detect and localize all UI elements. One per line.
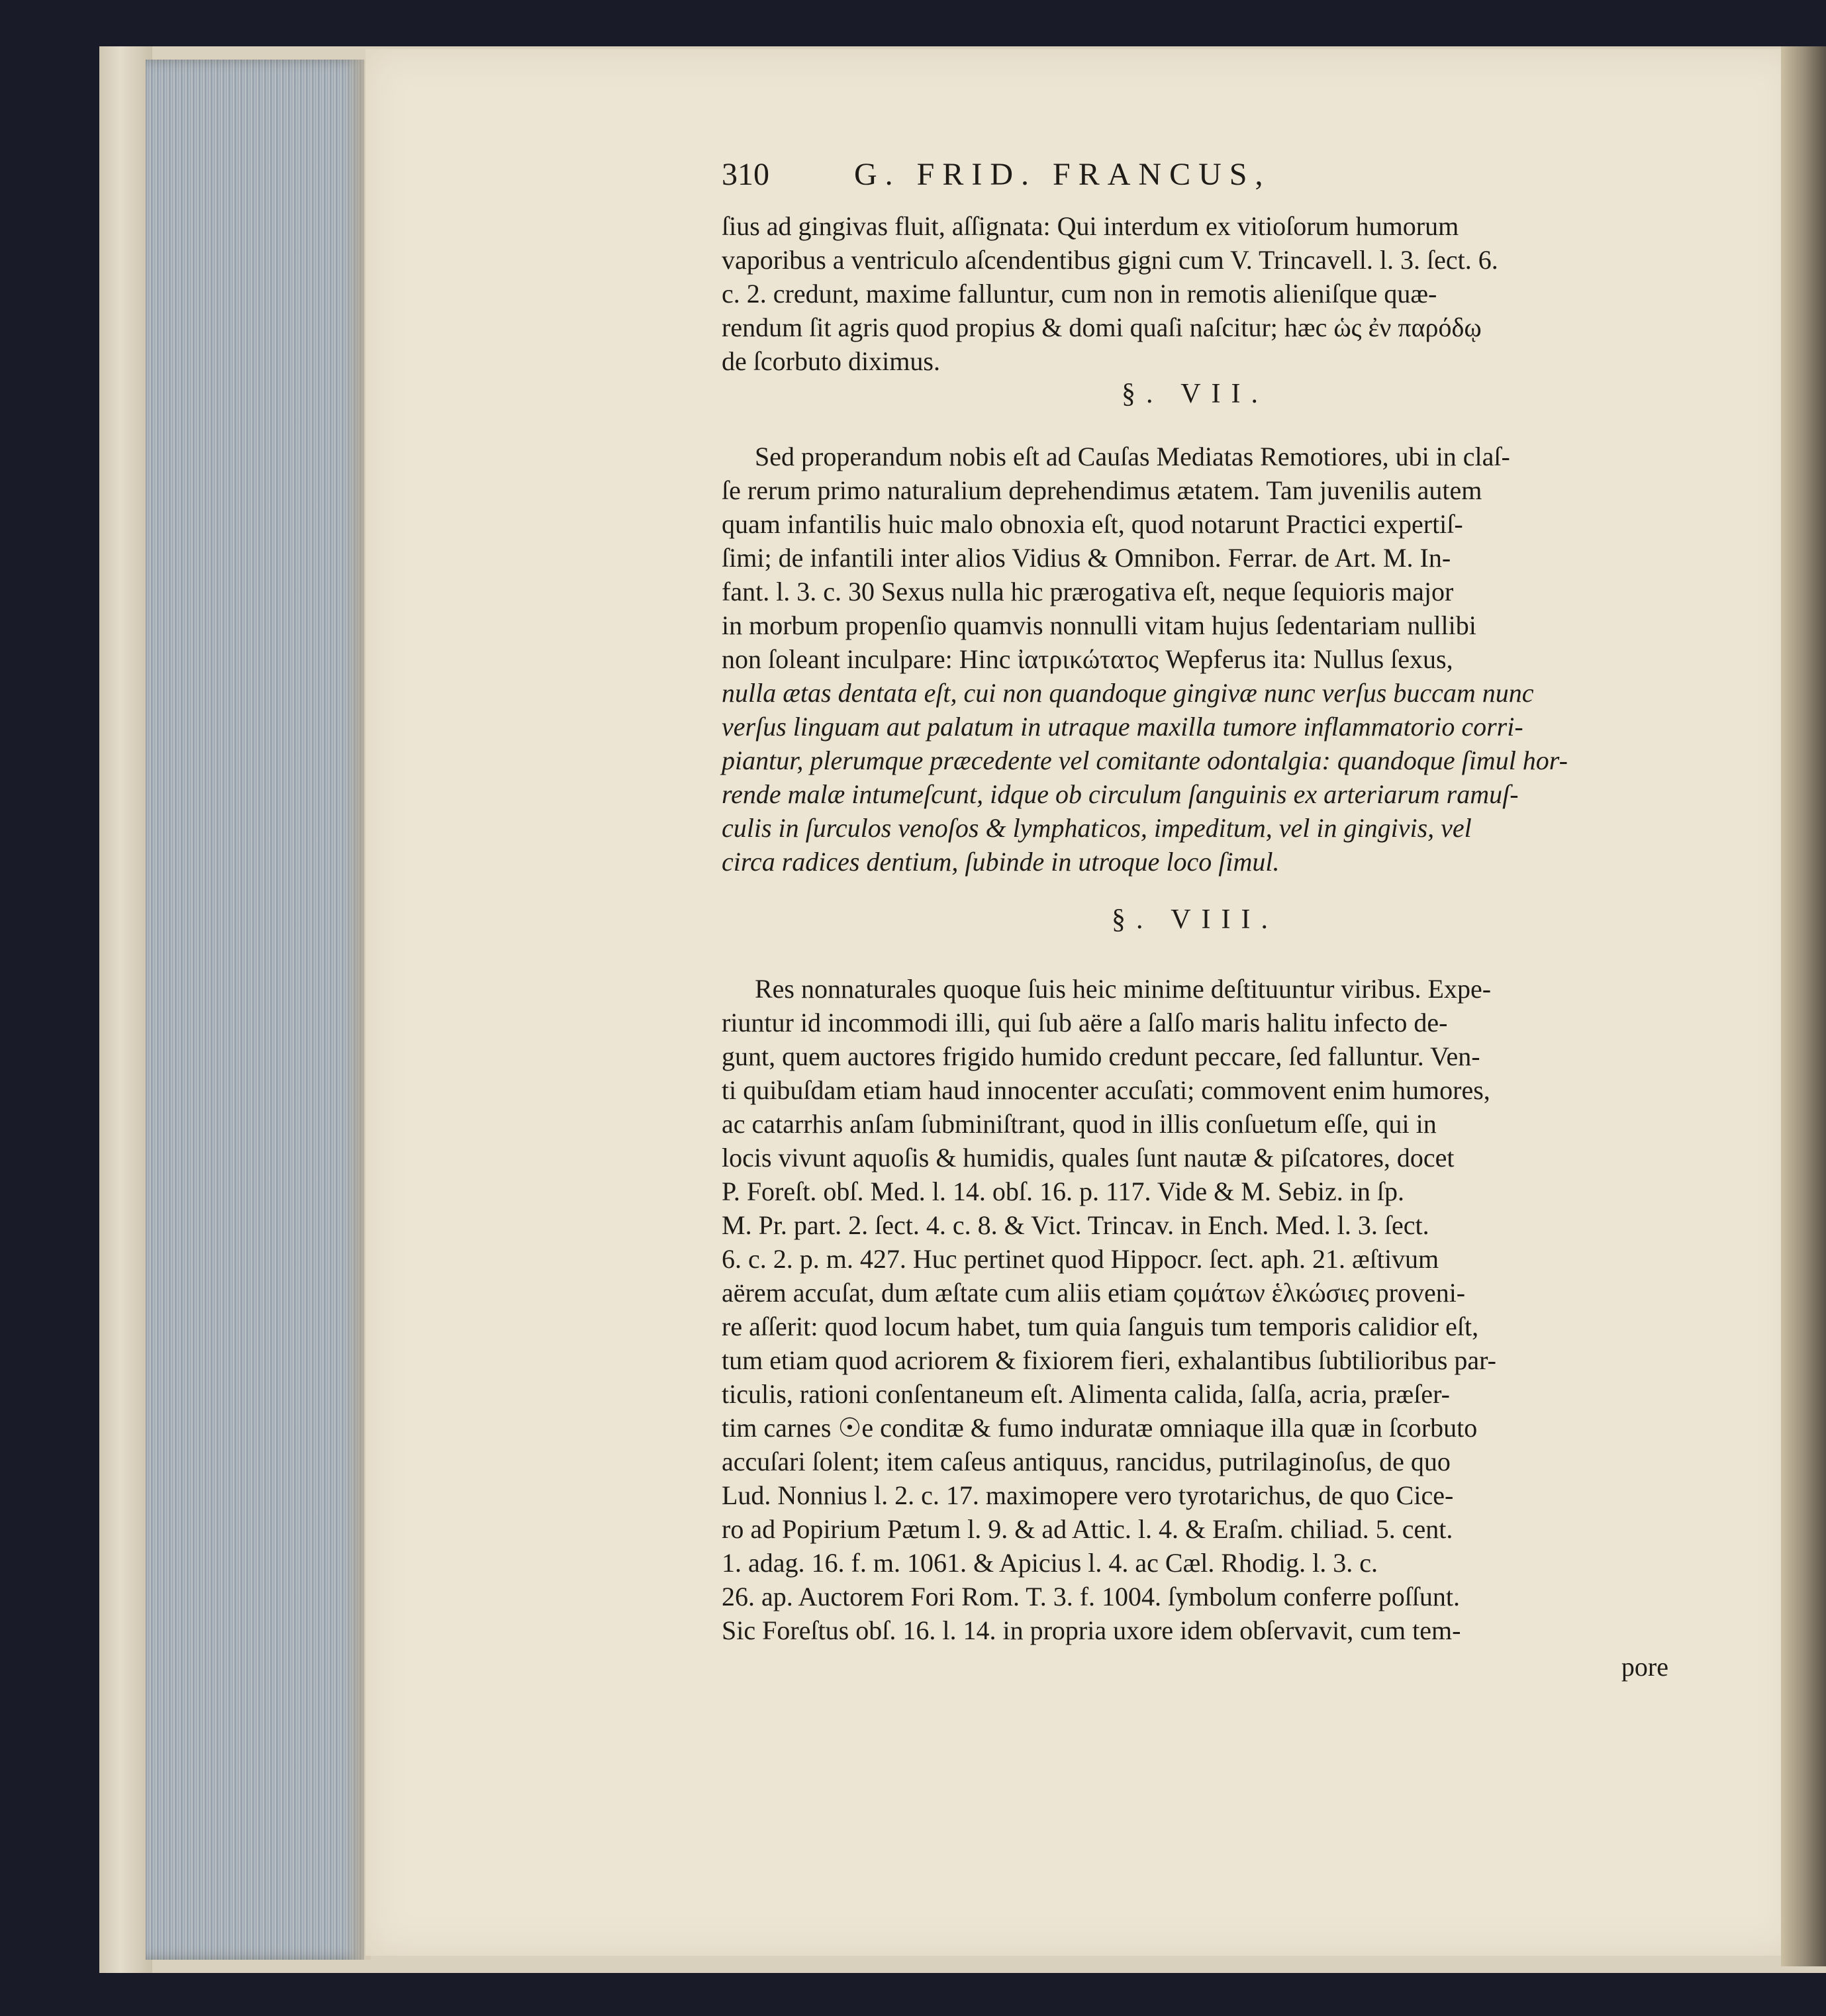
- text-line: Res nonnaturales quoque ſuis heic minime deſtituuntur viribus. Expe-: [755, 974, 1492, 1004]
- running-head: [722, 156, 1668, 196]
- text-line: 6. c. 2. p. m. 427. Huc pertinet quod Hippocr. ſect. aph. 21. æſtivum: [722, 1244, 1439, 1274]
- text-line: in morbum propenſio quamvis nonnulli vitam hujus ſedentariam nullibi: [722, 610, 1476, 640]
- section-heading: §. VII.: [1121, 379, 1269, 409]
- text-line: ſimi; de infantili inter alios Vidius & Omnibon. Ferrar. de Art. M. In-: [722, 543, 1451, 573]
- text-line: ti quibuſdam etiam haud innocenter accuſati; commovent enim humores,: [722, 1075, 1490, 1105]
- text-line: riuntur id incommodi illi, qui ſub aëre a ſalſo maris halitu infecto de-: [722, 1008, 1448, 1037]
- page-number: 310: [722, 157, 769, 192]
- book-cover-edge: [99, 46, 152, 1973]
- text-line: vaporibus a ventriculo aſcendentibus gigni cum V. Trincavell. l. 3. ſect. 6.: [722, 245, 1498, 275]
- text-line: aërem accuſat, dum æſtate cum aliis etiam ςομάτων ἑλκώσιες proveni-: [722, 1278, 1466, 1308]
- text-line: ſius ad gingivas fluit, aſſignata: Qui interdum ex vitioſorum humorum: [722, 211, 1459, 241]
- text-line: 1. adag. 16. f. m. 1061. & Apicius l. 4. ac Cæl. Rhodig. l. 3. c.: [722, 1548, 1378, 1578]
- text-line: Sed properandum nobis eſt ad Cauſas Mediatas Remotiores, ubi in claſ-: [755, 442, 1510, 471]
- text-line: locis vivunt aquoſis & humidis, quales ſunt nautæ & piſcatores, docet: [722, 1143, 1455, 1173]
- text-line: M. Pr. part. 2. ſect. 4. c. 8. & Vict. Trincav. in Ench. Med. l. 3. ſect.: [722, 1210, 1429, 1240]
- text-line: gunt, quem auctores frigido humido credunt peccare, ſed falluntur. Ven-: [722, 1041, 1480, 1071]
- text-line: tum etiam quod acriorem & fixiorem fieri, exhalantibus ſubtilioribus par-: [722, 1345, 1496, 1375]
- catchword: pore: [1621, 1652, 1668, 1682]
- text-line: nulla ætas dentata eſt, cui non quandoque gingivæ nunc verſus buccam nunc: [722, 678, 1534, 708]
- running-title: G. FRID. FRANCUS,: [854, 157, 1271, 192]
- text-line: c. 2. credunt, maxime falluntur, cum non in remotis alieniſque quæ-: [722, 279, 1437, 309]
- text-line: non ſoleant inculpare: Hinc ἰατρικώτατος Wepferus ita: Nullus ſexus,: [722, 644, 1453, 674]
- text-line: circa radices dentium, ſubinde in utroque loco ſimul.: [722, 847, 1280, 877]
- book-gutter: [1781, 46, 1826, 1966]
- text-line: Sic Foreſtus obſ. 16. l. 14. in propria uxore idem obſervavit, cum tem-: [722, 1615, 1461, 1645]
- text-line: ſe rerum primo naturalium deprehendimus ætatem. Tam juvenilis autem: [722, 475, 1482, 505]
- text-line: ticulis, rationi conſentaneum eſt. Alimenta calida, ſalſa, acria, præſer-: [722, 1379, 1450, 1409]
- page-fore-edge: [146, 60, 364, 1960]
- text-line: 26. ap. Auctorem Fori Rom. T. 3. f. 1004. ſymbolum conferre poſſunt.: [722, 1582, 1461, 1611]
- text-line: P. Foreſt. obſ. Med. l. 14. obſ. 16. p. 117. Vide & M. Sebiz. in ſp.: [722, 1176, 1404, 1206]
- text-line: accuſari ſolent; item caſeus antiquus, rancidus, putrilaginoſus, de quo: [722, 1447, 1451, 1476]
- text-line: rende malæ intumeſcunt, idque ob circulum ſanguinis ex arteriarum ramuſ-: [722, 779, 1519, 809]
- text-line: ac catarrhis anſam ſubminiſtrant, quod in illis conſuetum eſſe, qui in: [722, 1109, 1437, 1139]
- text-line: rendum ſit agris quod propius & domi quaſi naſcitur; hæc ὡς ἐν παρόδῳ: [722, 312, 1482, 342]
- text-line: ro ad Popirium Pætum l. 9. & ad Attic. l. 4. & Eraſm. chiliad. 5. cent.: [722, 1514, 1453, 1544]
- text-line: fant. l. 3. c. 30 Sexus nulla hic prærogativa eſt, neque ſequioris major: [722, 577, 1454, 606]
- text-line: re aſſerit: quod locum habet, tum quia ſanguis tum temporis calidior eſt,: [722, 1312, 1479, 1341]
- text-line: culis in ſurculos venoſos & lymphaticos, impeditum, vel in gingivis, vel: [722, 813, 1472, 843]
- text-line: quam infantilis huic malo obnoxia eſt, quod notarunt Practici expertiſ-: [722, 509, 1463, 539]
- text-line: Lud. Nonnius l. 2. c. 17. maximopere vero tyrotarichus, de quo Cice-: [722, 1480, 1454, 1510]
- text-line: tim carnes ☉e conditæ & fumo induratæ omniaque illa quæ in ſcorbuto: [722, 1413, 1478, 1443]
- text-line: piantur, plerumque præcedente vel comitante odontalgia: quandoque ſimul hor-: [722, 745, 1568, 775]
- section-heading: §. VIII.: [1111, 904, 1279, 935]
- text-line: de ſcorbuto diximus.: [722, 346, 940, 376]
- text-line: verſus linguam aut palatum in utraque maxilla tumore inflammatorio corri-: [722, 712, 1523, 742]
